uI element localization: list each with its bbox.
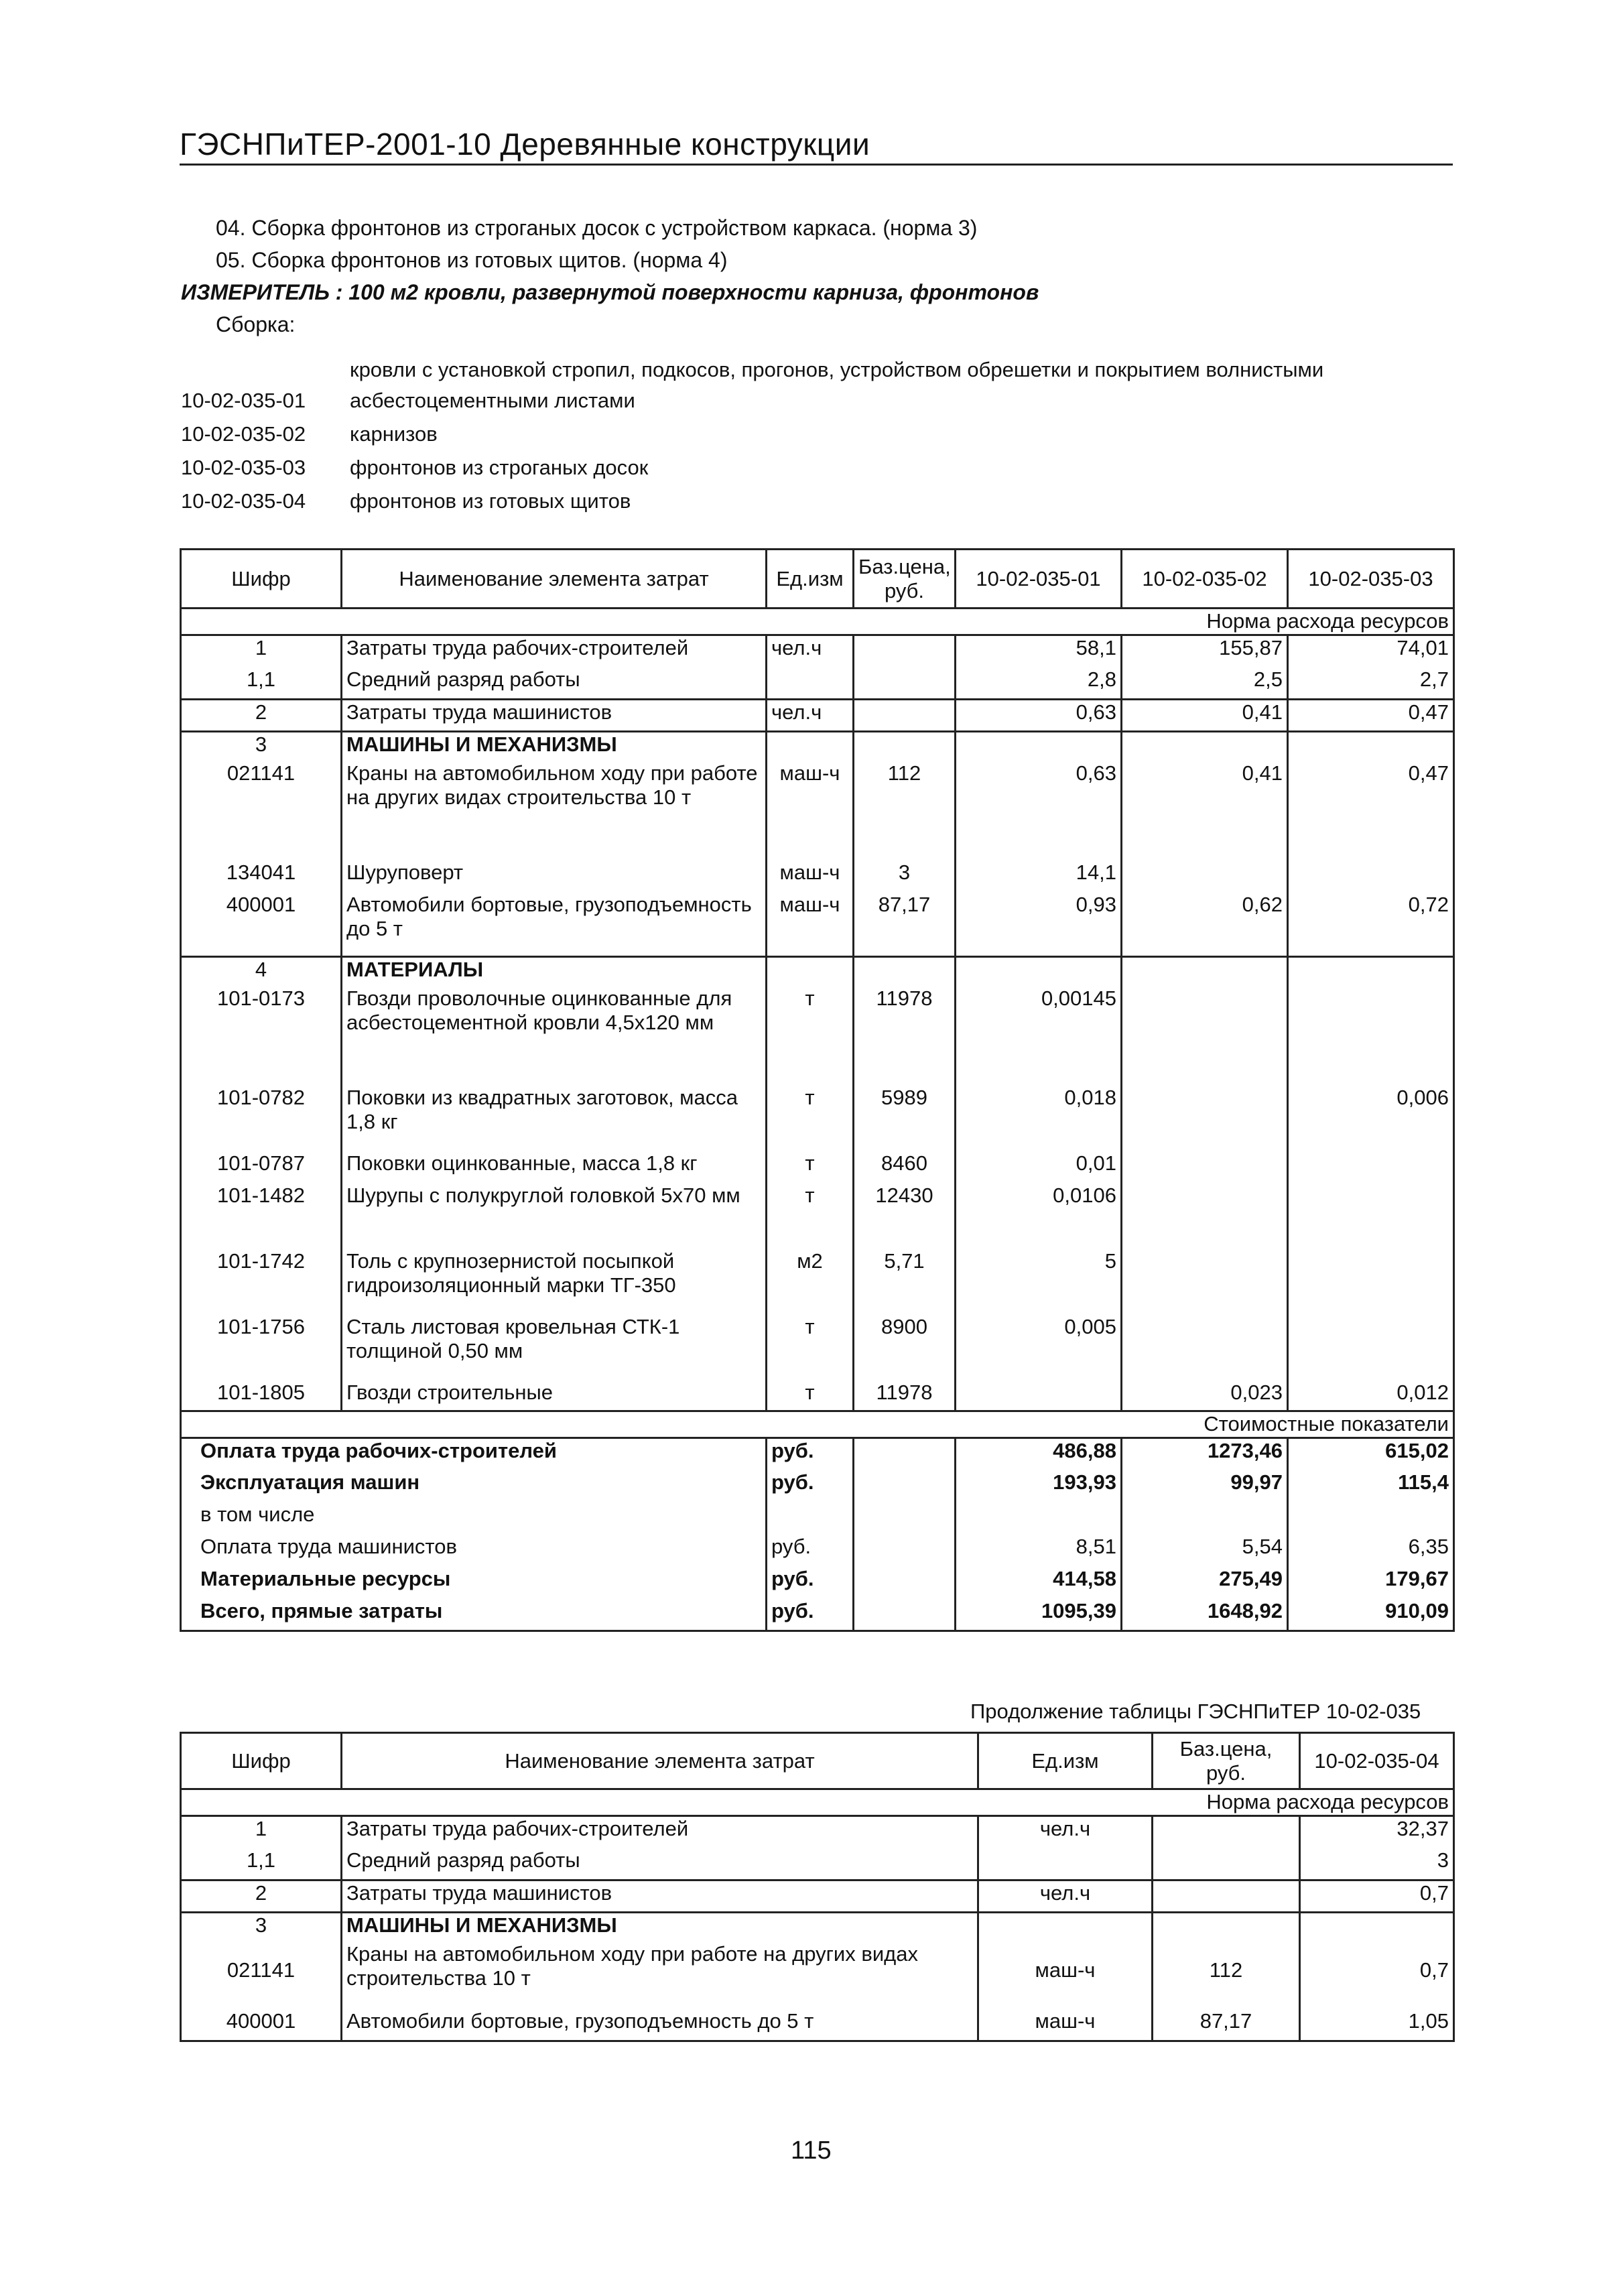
row-price: 12430 [854, 1184, 956, 1249]
intro-line-04: 04. Сборка фронтонов из строганых досок с устройством каркаса. (норма 3) [216, 216, 978, 240]
row-value: 74,01 [1288, 635, 1454, 667]
row-price: 5989 [854, 1086, 956, 1151]
cost-row-unit: руб. [767, 1438, 854, 1470]
row-code: 1 [181, 635, 342, 667]
row-unit: т [767, 1184, 854, 1249]
row-unit: чел.ч [767, 700, 854, 732]
row-price: 5,71 [854, 1249, 956, 1315]
cost-row-value: 1273,46 [1122, 1438, 1288, 1470]
row-unit: т [767, 1315, 854, 1381]
col-header-price: Баз.цена, руб. [1153, 1733, 1300, 1789]
row-value: 58,1 [956, 635, 1122, 667]
row-price: 112 [1153, 1942, 1300, 2009]
col-header-unit: Ед.изм [978, 1733, 1153, 1789]
cost-row-value: 275,49 [1122, 1567, 1288, 1599]
work-code-text: фронтонов из готовых щитов [350, 489, 631, 513]
row-value: 3 [1300, 1848, 1454, 1880]
cost-row-value: 910,09 [1288, 1599, 1454, 1631]
work-code: 10-02-035-02 [181, 422, 306, 446]
row-name: Шурупы с полукруглой головкой 5х70 мм [342, 1184, 767, 1249]
row-value: 0,41 [1122, 700, 1288, 732]
col-header-code: Шифр [181, 1733, 342, 1789]
row-unit: м2 [767, 1249, 854, 1315]
row-code: 101-1805 [181, 1381, 342, 1411]
row-unit: чел.ч [978, 1816, 1153, 1848]
col-header-price [854, 550, 956, 609]
row-price: 112 [854, 761, 956, 860]
row-code: 101-1482 [181, 1184, 342, 1249]
row-unit: маш-ч [767, 860, 854, 893]
work-code: 10-02-035-01 [181, 389, 306, 412]
work-code-text: фронтонов из строганых досок [350, 456, 649, 479]
cost-row-name: Всего, прямые затраты [181, 1599, 767, 1631]
row-price: 87,17 [1153, 2009, 1300, 2041]
resource-table [180, 548, 1455, 1632]
row-value: 0,41 [1122, 761, 1288, 860]
price-header-line1: Баз.цена, [858, 554, 951, 578]
section-title-machines: МАШИНЫ И МЕХАНИЗМЫ [342, 732, 767, 761]
resource-table-continued [180, 1732, 1455, 2042]
row-value: 5 [956, 1249, 1122, 1315]
row-price: 8460 [854, 1151, 956, 1184]
row-code: 134041 [181, 860, 342, 893]
row-unit: т [767, 986, 854, 1086]
row-name: Гвозди проволочные оцинкованные для асбестоцементной кровли 4,5х120 мм [342, 986, 767, 1086]
row-code: 2 [181, 1880, 342, 1913]
col-header-norm-03: 10-02-035-03 [1288, 550, 1454, 609]
row-price: 3 [854, 860, 956, 893]
row-name: Поковки оцинкованные, масса 1,8 кг [342, 1151, 767, 1184]
row-unit: маш-ч [767, 893, 854, 957]
row-value: 0,018 [956, 1086, 1122, 1151]
cost-row-unit: руб. [767, 1599, 854, 1631]
row-code: 021141 [181, 1942, 342, 2009]
work-code: 10-02-035-03 [181, 456, 306, 479]
measure-unit: ИЗМЕРИТЕЛЬ : 100 м2 кровли, развернутой поверхности карниза, фронтонов [181, 280, 1039, 304]
row-price: 11978 [854, 1381, 956, 1411]
row-name: Средний разряд работы [342, 1848, 978, 1880]
row-value: 0,01 [956, 1151, 1122, 1184]
cost-row-name: Эксплуатация машин [181, 1470, 767, 1503]
row-value: 0,023 [1122, 1381, 1288, 1411]
row-value: 2,5 [1122, 667, 1288, 700]
row-code: 400001 [181, 893, 342, 957]
row-name: Автомобили бортовые, грузоподъемность до 5 т [342, 2009, 978, 2041]
cost-row-value: 414,58 [956, 1567, 1122, 1599]
norm-label: Норма расхода ресурсов [181, 609, 1454, 635]
row-name: Краны на автомобильном ходу при работе на других видах строительства 10 т [342, 761, 767, 860]
cost-row-value: 99,97 [1122, 1470, 1288, 1503]
cost-row-name: в том числе [181, 1503, 767, 1535]
row-code: 1,1 [181, 667, 342, 700]
table-continuation-title: Продолжение таблицы ГЭСНПиТЕР 10-02-035 [970, 1700, 1421, 1723]
row-code: 2 [181, 700, 342, 732]
row-value: 0,93 [956, 893, 1122, 957]
section-code: 4 [181, 957, 342, 986]
col-header-norm-02: 10-02-035-02 [1122, 550, 1288, 609]
work-code-text-top: кровли с установкой стропил, подкосов, прогонов, устройством обрешетки и покрытием волнистыми [350, 358, 1324, 381]
page-header: ГЭСНПиТЕР-2001-10 Деревянные конструкции [180, 126, 1453, 166]
cost-row-name: Оплата труда машинистов [181, 1535, 767, 1567]
row-value: 0,63 [956, 700, 1122, 732]
row-code: 101-1756 [181, 1315, 342, 1381]
row-value: 0,7 [1300, 1942, 1454, 2009]
row-unit: маш-ч [767, 761, 854, 860]
row-name: Затраты труда машинистов [342, 1880, 978, 1913]
row-code: 101-0173 [181, 986, 342, 1086]
row-value: 0,47 [1288, 761, 1454, 860]
cost-row-value: 193,93 [956, 1470, 1122, 1503]
row-value: 0,63 [956, 761, 1122, 860]
cost-row-value: 1648,92 [1122, 1599, 1288, 1631]
row-code: 1,1 [181, 1848, 342, 1880]
col-header-name: Наименование элемента затрат [342, 1733, 978, 1789]
cost-row-name: Материальные ресурсы [181, 1567, 767, 1599]
cost-row-value: 8,51 [956, 1535, 1122, 1567]
row-price: 87,17 [854, 893, 956, 957]
row-code: 021141 [181, 761, 342, 860]
row-value: 0,0106 [956, 1184, 1122, 1249]
work-code: 10-02-035-04 [181, 489, 306, 513]
row-value: 0,47 [1288, 700, 1454, 732]
row-value: 0,7 [1300, 1880, 1454, 1913]
cost-row-value: 1095,39 [956, 1599, 1122, 1631]
row-value: 2,7 [1288, 667, 1454, 700]
row-name: Затраты труда машинистов [342, 700, 767, 732]
col-header-name: Наименование элемента затрат [342, 550, 767, 609]
col-header-code: Шифр [181, 550, 342, 609]
row-unit: чел.ч [767, 635, 854, 667]
row-name: Толь с крупнозернистой посыпкой гидроизоляционный марки ТГ-350 [342, 1249, 767, 1315]
cost-row-name: Оплата труда рабочих-строителей [181, 1438, 767, 1470]
assembly-label: Сборка: [216, 312, 296, 336]
row-name: Гвозди строительные [342, 1381, 767, 1411]
cost-row-value: 615,02 [1288, 1438, 1454, 1470]
work-code-text: карнизов [350, 422, 438, 446]
row-code: 101-0782 [181, 1086, 342, 1151]
row-value: 155,87 [1122, 635, 1288, 667]
row-value: 0,012 [1288, 1381, 1454, 1411]
cost-row-unit: руб. [767, 1470, 854, 1503]
page-number: 115 [791, 2136, 832, 2165]
cost-row-value: 486,88 [956, 1438, 1122, 1470]
col-header-unit: Ед.изм [767, 550, 854, 609]
cost-row-value: 6,35 [1288, 1535, 1454, 1567]
row-value: 0,006 [1288, 1086, 1454, 1151]
row-value: 1,05 [1300, 2009, 1454, 2041]
row-name: Сталь листовая кровельная СТК-1 толщиной 0,50 мм [342, 1315, 767, 1381]
cost-row-unit: руб. [767, 1535, 854, 1567]
col-header-norm-04: 10-02-035-04 [1300, 1733, 1454, 1789]
row-unit: т [767, 1381, 854, 1411]
row-name: Затраты труда рабочих-строителей [342, 635, 767, 667]
row-code: 1 [181, 1816, 342, 1848]
row-value: 0,62 [1122, 893, 1288, 957]
row-name: Шуруповерт [342, 860, 767, 893]
intro-line-05: 05. Сборка фронтонов из готовых щитов. (норма 4) [216, 248, 728, 272]
cost-row-unit: руб. [767, 1567, 854, 1599]
row-unit: маш-ч [978, 2009, 1153, 2041]
row-price: 8900 [854, 1315, 956, 1381]
row-name: Автомобили бортовые, грузоподъемность до 5 т [342, 893, 767, 957]
row-code: 400001 [181, 2009, 342, 2041]
cost-row-value: 179,67 [1288, 1567, 1454, 1599]
section-code: 3 [181, 732, 342, 761]
cost-label: Стоимостные показатели [181, 1411, 1454, 1438]
row-name: Краны на автомобильном ходу при работе на других видах строительства 10 т [342, 1942, 978, 2009]
row-unit: чел.ч [978, 1880, 1153, 1913]
cost-row-value: 115,4 [1288, 1470, 1454, 1503]
section-title-materials: МАТЕРИАЛЫ [342, 957, 767, 986]
row-value: 0,72 [1288, 893, 1454, 957]
row-unit: т [767, 1151, 854, 1184]
norm-label: Норма расхода ресурсов [181, 1789, 1454, 1816]
row-name: Средний разряд работы [342, 667, 767, 700]
row-value: 2,8 [956, 667, 1122, 700]
row-value: 32,37 [1300, 1816, 1454, 1848]
section-title-machines: МАШИНЫ И МЕХАНИЗМЫ [342, 1913, 978, 1942]
row-unit: маш-ч [978, 1942, 1153, 2009]
row-code: 101-1742 [181, 1249, 342, 1315]
col-header-norm-01: 10-02-035-01 [956, 550, 1122, 609]
row-name: Поковки из квадратных заготовок, масса 1,8 кг [342, 1086, 767, 1151]
row-value: 0,005 [956, 1315, 1122, 1381]
row-value: 0,00145 [956, 986, 1122, 1086]
price-header-line2: руб. [884, 578, 925, 602]
section-code: 3 [181, 1913, 342, 1942]
row-name: Затраты труда рабочих-строителей [342, 1816, 978, 1848]
work-code-text: асбестоцементными листами [350, 389, 635, 412]
row-code: 101-0787 [181, 1151, 342, 1184]
row-value: 14,1 [956, 860, 1122, 893]
cost-row-value: 5,54 [1122, 1535, 1288, 1567]
row-unit: т [767, 1086, 854, 1151]
row-price: 11978 [854, 986, 956, 1086]
